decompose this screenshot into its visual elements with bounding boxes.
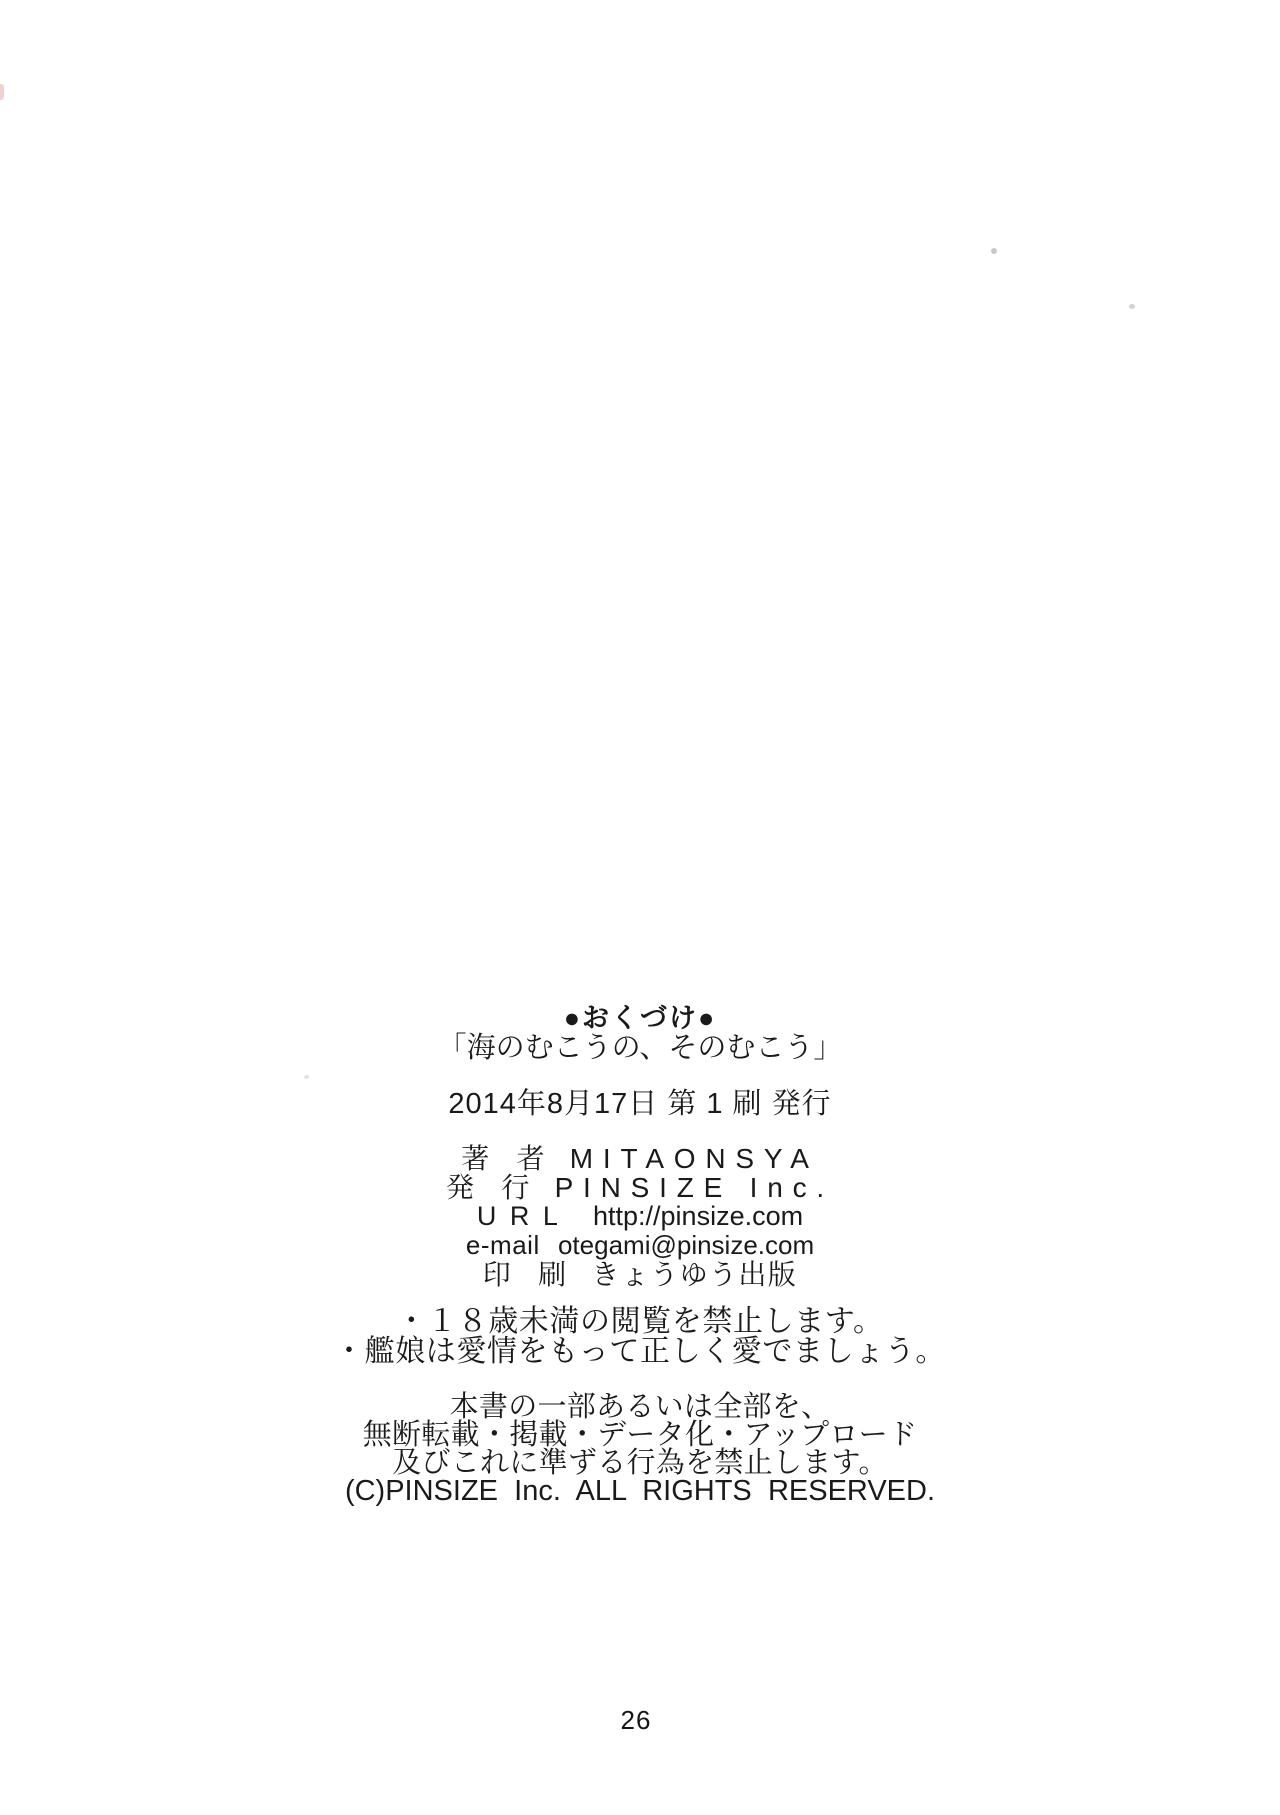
url-label: URL <box>476 1201 572 1231</box>
scan-speck <box>1129 304 1135 309</box>
email-label: e-mail <box>465 1230 540 1260</box>
credits-block <box>0 1144 1280 1289</box>
printer-value: きょうゆう出版 <box>591 1259 798 1290</box>
scan-speck <box>304 1075 309 1079</box>
publisher-line <box>0 1173 1280 1202</box>
author-line <box>0 1144 1280 1173</box>
scan-speck <box>991 248 997 254</box>
kanmusu-notice: ・艦娘は愛情をもって正しく愛でましょう。 <box>334 1335 946 1368</box>
author-label: 著 者 <box>461 1143 555 1174</box>
notices-block <box>0 1307 1280 1367</box>
publisher-value: PINSIZE Inc. <box>554 1172 834 1203</box>
colophon-block <box>0 1004 1280 1505</box>
author-value: MITAONSYA <box>569 1143 819 1174</box>
copyright-line: (C)PINSIZE Inc. ALL RIGHTS RESERVED. <box>344 1475 936 1507</box>
url-value: http://pinsize.com <box>593 1201 804 1231</box>
rights-line-2: 無断転載・掲載・データ化・アップロード <box>362 1419 918 1451</box>
age-restriction-notice: ・１８歳未満の閲覧を禁止します。 <box>396 1305 884 1338</box>
printer-label: 印 刷 <box>482 1259 576 1290</box>
publisher-label: 発 行 <box>446 1172 540 1203</box>
rights-line-1: 本書の一部あるいは全部を、 <box>449 1391 831 1423</box>
printer-line <box>0 1260 1280 1289</box>
rights-line-3: 及びこれに準ずる行為を禁止します。 <box>392 1447 888 1479</box>
print-date: 2014年8月17日 第 1 刷 発行 <box>448 1088 832 1120</box>
url-line <box>0 1202 1280 1231</box>
colophon-header: ●おくづけ● <box>563 1003 717 1033</box>
book-title: 「海のむこうの、そのむこう」 <box>437 1032 843 1064</box>
scan-edge-mark <box>0 84 4 100</box>
rights-block <box>0 1393 1280 1505</box>
email-value: otegami@pinsize.com <box>557 1230 815 1260</box>
email-line <box>0 1231 1280 1260</box>
page-number: 26 <box>620 1705 652 1735</box>
